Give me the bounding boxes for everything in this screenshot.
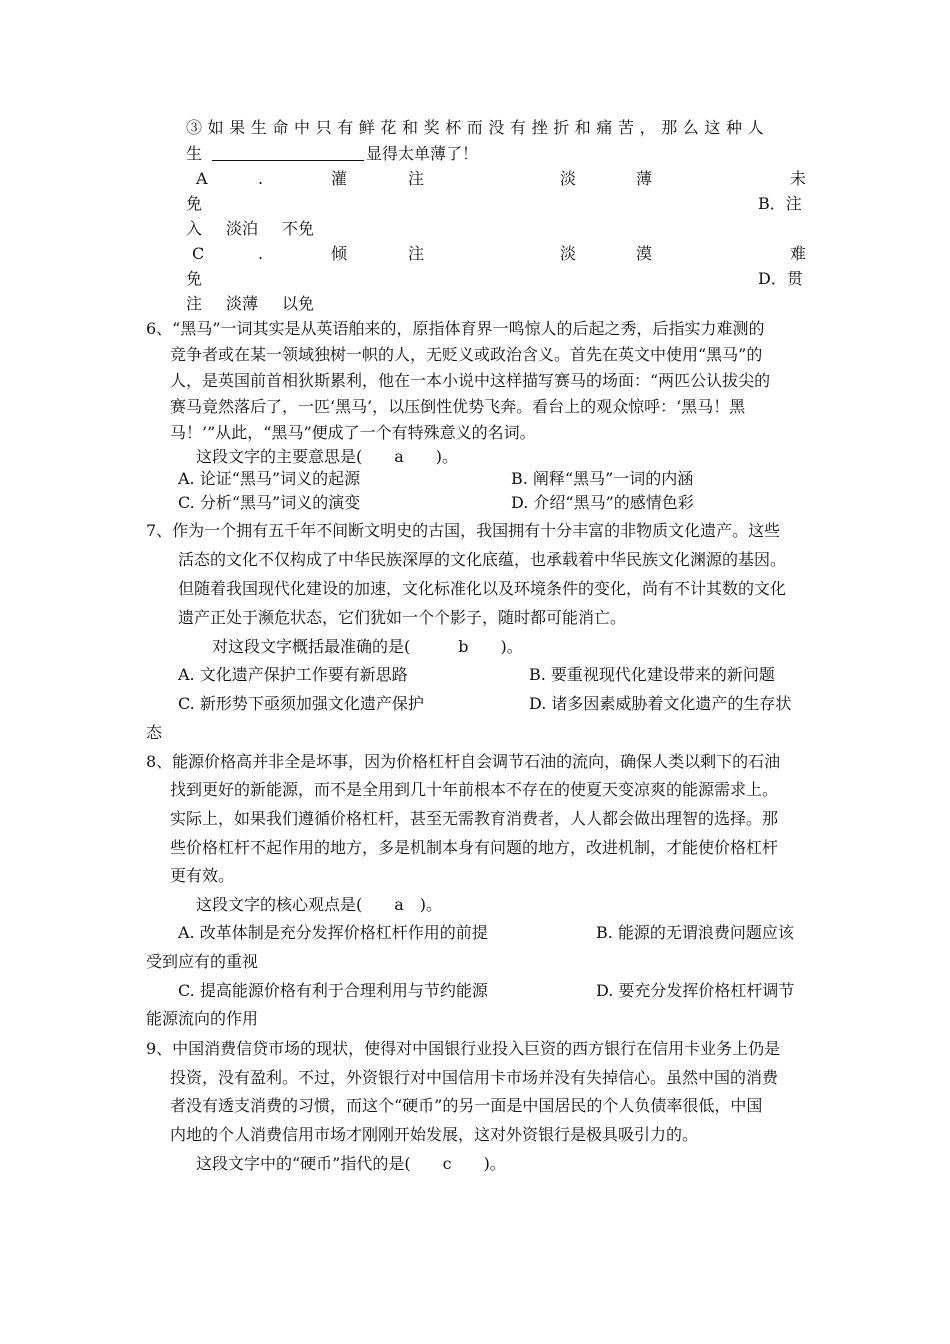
optC-word2b: 漠 bbox=[636, 244, 653, 263]
optC-word1a: 倾 bbox=[331, 244, 348, 263]
q6-line-2: 竞争者或在某一领域独树一帜的人，无贬义或政治含义。首先在英文中使用“黑马”的 bbox=[170, 345, 763, 364]
optC-dot: . bbox=[258, 244, 264, 263]
q8-option-a: A. 改革体制是充分发挥价格杠杆作用的前提 bbox=[178, 923, 488, 942]
q8-option-c: C. 提高能源价格有利于合理利用与节约能源 bbox=[178, 981, 488, 1000]
q5-optionC-cont bbox=[186, 266, 202, 292]
answer-blank bbox=[212, 144, 364, 161]
optC-word3a: 难 bbox=[790, 244, 807, 263]
optB-word3: 不免 bbox=[282, 219, 315, 238]
q5-line3-text: ③如果生命中只有鲜花和奖杯而没有挫折和痛苦，那么这种人 bbox=[186, 118, 770, 137]
q5-optionA-cont bbox=[186, 191, 202, 217]
optC-word1b: 注 bbox=[408, 244, 425, 263]
q9-line-3: 者没有透支消费的习惯，而这个“硬币”的另一面是中国居民的个人负债率很低，中国 bbox=[170, 1096, 763, 1115]
q8-line-3: 实际上，如果我们遵循价格杠杆，甚至无需教育消费者，人人都会做出理智的选择。那 bbox=[170, 809, 779, 828]
q7-question: 对这段文字概括最准确的是( b )。 bbox=[212, 637, 523, 656]
q5-line3b bbox=[186, 141, 478, 167]
optC-cont: 免 bbox=[186, 269, 203, 288]
q8-option-b: B. 能源的无谓浪费问题应该 bbox=[596, 923, 794, 942]
q6-line-1: 6、“黑马”一词其实是从英语舶来的，原指体育界一鸣惊人的后起之秀，后指实力难测的 bbox=[146, 319, 765, 338]
q6-option-d: D. 介绍“黑马”的感情色彩 bbox=[511, 493, 694, 512]
q6-option-b: B. 阐释“黑马”一词的内涵 bbox=[511, 469, 694, 488]
optD-word3: 以免 bbox=[282, 294, 315, 313]
q9-line-2: 投资，没有盈利。不过，外资银行对中国信用卡市场并没有失掉信心。虽然中国的消费 bbox=[170, 1068, 779, 1087]
q7-option-d: D. 诸多因素威胁着文化遗产的生存状 bbox=[529, 694, 792, 713]
q7-line-1: 7、作为一个拥有五千年不间断文明史的古国，我国拥有十分丰富的非物质文化遗产。这些 bbox=[146, 521, 781, 540]
q8-line-1: 8、能源价格高并非全是坏事，因为价格杠杆自会调节石油的流向，确保人类以剩下的石油 bbox=[146, 752, 781, 771]
optB-word1: 入 bbox=[186, 219, 203, 238]
q5-line3 bbox=[186, 115, 806, 141]
optC-letter: C bbox=[192, 244, 205, 263]
q8-option-d-cont: 能源流向的作用 bbox=[146, 1009, 259, 1028]
q9-question: 这段文字中的“硬币”指代的是( c )。 bbox=[196, 1154, 506, 1173]
q7-line-3: 但随着我国现代化建设的加速，文化标准化以及环境条件的变化，尚有不计其数的文化 bbox=[178, 579, 787, 598]
q7-option-b: B. 要重视现代化建设带来的新问题 bbox=[529, 665, 775, 684]
q9-line-1: 9、中国消费信贷市场的现状，使得对中国银行业投入巨资的西方银行在信用卡业务上仍是 bbox=[146, 1039, 781, 1058]
q9-line-4: 内地的个人消费信用市场才刚刚开始发展，这对外资银行是极具吸引力的。 bbox=[170, 1125, 699, 1144]
q6-question: 这段文字的主要意思是( a )。 bbox=[196, 447, 459, 466]
q8-option-b-cont: 受到应有的重视 bbox=[146, 952, 259, 971]
optD-label: D．贯 bbox=[758, 269, 803, 288]
q7-option-a: A. 文化遗产保护工作要有新思路 bbox=[178, 665, 408, 684]
optC-word2a: 淡 bbox=[560, 244, 577, 263]
q5-optionD-cont bbox=[186, 291, 314, 317]
optA-dot: . bbox=[258, 169, 264, 188]
q5-optionB-cont bbox=[186, 216, 314, 242]
optD-word1: 注 bbox=[186, 294, 203, 313]
q7-line-4: 遗产正处于濒危状态，它们犹如一个个影子，随时都可能消亡。 bbox=[178, 608, 627, 627]
q8-line-4: 些价格杠杆不起作用的地方，多是机制本身有问题的地方，改进机制，才能使价格杠杆 bbox=[170, 838, 779, 857]
optA-cont: 免 bbox=[186, 194, 203, 213]
optD-word2: 淡薄 bbox=[226, 294, 259, 313]
optB-word2: 淡泊 bbox=[226, 219, 259, 238]
q6-line-4: 赛马竟然落后了，一匹‘黑马’，以压倒性优势飞奔。看台上的观众惊呼：‘黑马！黑 bbox=[170, 397, 746, 416]
optB-label: B．注 bbox=[758, 194, 802, 213]
q6-line-5: 马！’”从此，“黑马”便成了一个有特殊意义的名词。 bbox=[170, 423, 536, 442]
optA-letter: A bbox=[196, 169, 208, 188]
q8-option-d: D. 要充分发挥价格杠杆调节 bbox=[596, 981, 795, 1000]
q5-optionD-label bbox=[758, 266, 803, 292]
optA-word2b: 薄 bbox=[636, 169, 653, 188]
q5-line3b-prefix: 生 bbox=[186, 144, 203, 163]
q5-line3b-suffix: 显得太单薄了！ bbox=[366, 144, 479, 163]
optA-word1b: 注 bbox=[408, 169, 425, 188]
q7-option-c: C. 新形势下亟须加强文化遗产保护 bbox=[178, 694, 424, 713]
q5-optionA-row bbox=[186, 166, 806, 192]
q7-option-tail: 态 bbox=[146, 723, 163, 742]
q5-optionC-row bbox=[186, 241, 806, 267]
optA-word1a: 灌 bbox=[331, 169, 348, 188]
q6-option-a: A. 论证“黑马”词义的起源 bbox=[178, 469, 361, 488]
optA-word2a: 淡 bbox=[560, 169, 577, 188]
q6-option-c: C. 分析“黑马”词义的演变 bbox=[178, 493, 361, 512]
q6-line-3: 人，是英国前首相狄斯累利，他在一本小说中这样描写赛马的场面：“两匹公认拔尖的 bbox=[170, 371, 771, 390]
optA-word3a: 未 bbox=[790, 169, 807, 188]
q5-optionB-label bbox=[758, 191, 802, 217]
q8-line-2: 找到更好的新能源，而不是全用到几十年前根本不存在的使夏天变凉爽的能源需求上。 bbox=[170, 780, 779, 799]
q8-line-5: 更有效。 bbox=[170, 866, 235, 885]
q8-question: 这段文字的核心观点是( a )。 bbox=[196, 895, 443, 914]
q7-line-2: 活态的文化不仅构成了中华民族深厚的文化底蕴，也承载着中华民族文化渊源的基因。 bbox=[178, 550, 787, 569]
